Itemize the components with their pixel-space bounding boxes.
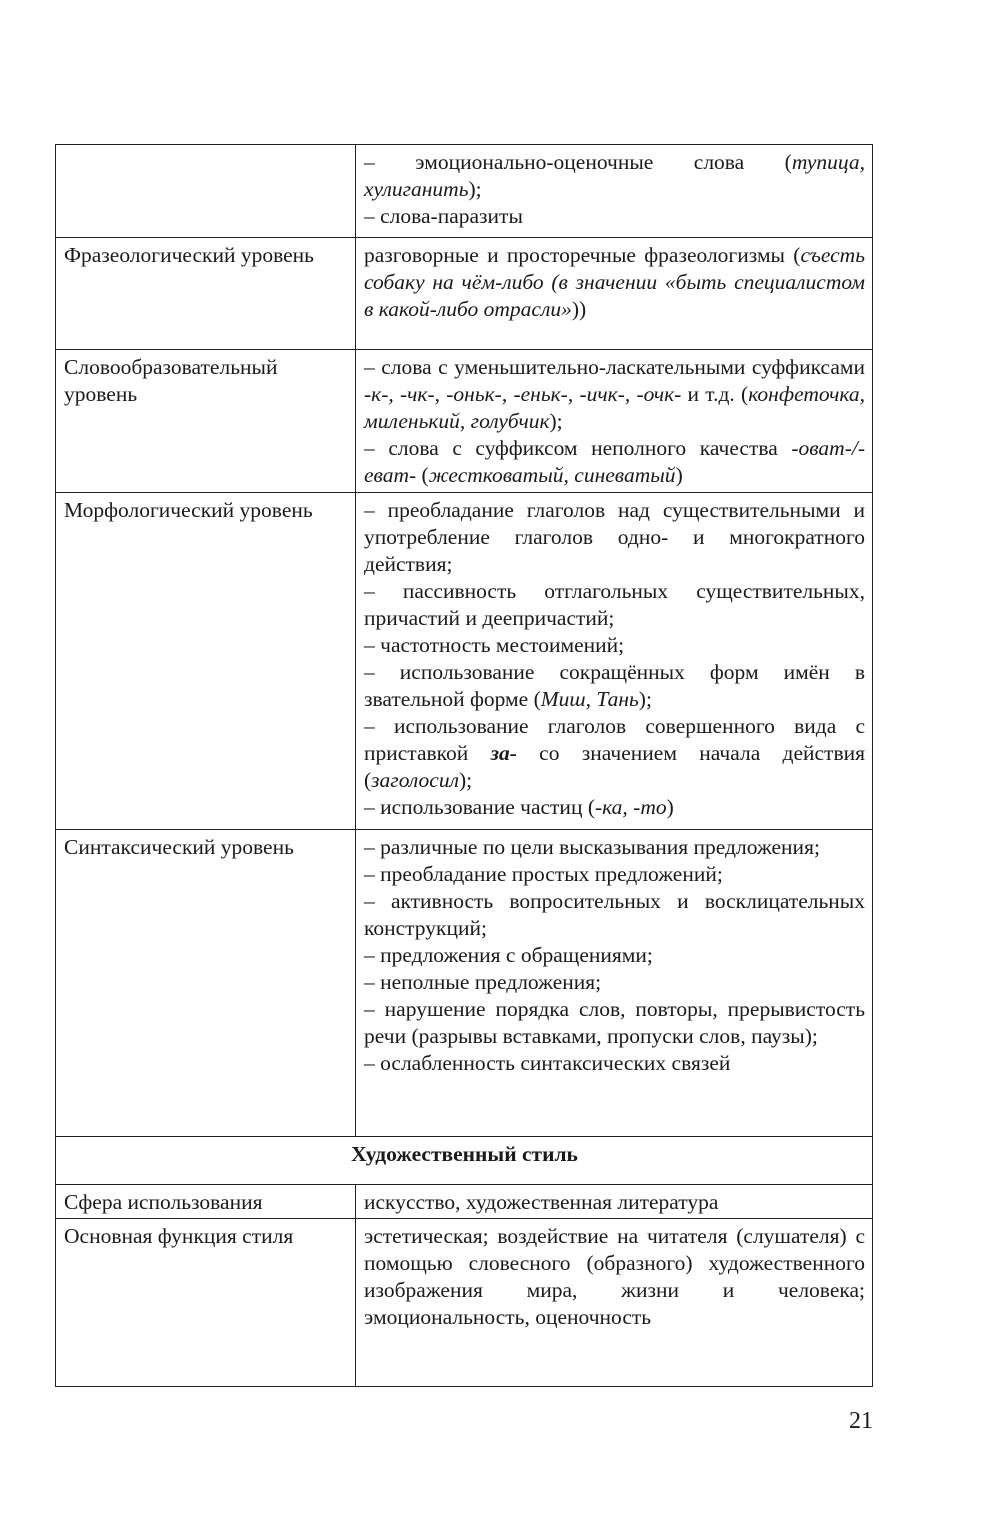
content-line: – слова-паразиты [364, 204, 523, 228]
row-content [356, 145, 873, 238]
content-line: – нарушение порядка слов, повторы, прерывистость речи (разрывы вставками, пропуски слов, паузы); [364, 997, 865, 1048]
content-line: – использование глаголов совершенного вида с приставкой за- со значением начала действия (заголосил); [364, 714, 865, 792]
row-label: Синтаксический уровень [56, 830, 356, 1137]
row-content [356, 350, 873, 493]
row-label [56, 145, 356, 238]
content-line: – использование сокращённых форм имён в звательной форме (Миш, Тань); [364, 660, 865, 711]
table-row [56, 1185, 873, 1219]
style-characteristics-table [55, 144, 873, 1387]
row-label: Основная функция стиля [56, 1219, 356, 1387]
content-line: – различные по цели высказывания предложения; [364, 835, 820, 859]
row-content [356, 830, 873, 1137]
content-line: – пассивность отглагольных существительных, причастий и деепричастий; [364, 579, 865, 630]
row-label: Словообразовательный уровень [56, 350, 356, 493]
row-label: Фразеологический уровень [56, 238, 356, 350]
content-line: – частотность местоимений; [364, 633, 625, 657]
row-content: эстетическая; воздействие на читателя (слушателя) с помощью словесного (образного) художественного изображения мира, жизни и человека; эмоциональность, оценочность [356, 1219, 873, 1387]
page-number: 21 [849, 1408, 873, 1434]
row-content: искусство, художественная литература [356, 1185, 873, 1219]
content-line: разговорные и просторечные фразеологизмы (съесть собаку на чём-либо (в значении «быть специалистом в какой-либо отрасли»)) [364, 243, 865, 321]
section-title: Художественный стиль [56, 1137, 873, 1185]
content-line: – преобладание глаголов над существительными и употребление глаголов одно- и многократного действия; [364, 498, 865, 576]
table-row [56, 830, 873, 1137]
table-row [56, 493, 873, 830]
row-content [356, 493, 873, 830]
content-line: – преобладание простых предложений; [364, 862, 723, 886]
table-row [56, 350, 873, 493]
section-row [56, 1137, 873, 1185]
content-line: – слова с суффиксом неполного качества -оват-/-еват- (жестковатый, синеватый) [364, 436, 865, 487]
content-line: – слова с уменьшительно-ласкательными суффиксами -к-, -чк-, -оньк-, -еньк-, -ичк-, -очк- и т.д. (конфеточка, миленький, голубчик); [364, 355, 865, 433]
row-label: Сфера использования [56, 1185, 356, 1219]
content-line: – неполные предложения; [364, 970, 602, 994]
content-line: – использование частиц (-ка, -то) [364, 795, 674, 819]
content-line: – ослабленность синтаксических связей [364, 1051, 731, 1075]
content-line: – активность вопросительных и восклицательных конструкций; [364, 889, 865, 940]
content-line: – эмоционально-оценочные слова (тупица, хулиганить); [364, 150, 865, 201]
row-content [356, 238, 873, 350]
row-label: Морфологический уровень [56, 493, 356, 830]
content-line: – предложения с обращениями; [364, 943, 653, 967]
table-row [56, 1219, 873, 1387]
table-row [56, 145, 873, 238]
table-row [56, 238, 873, 350]
